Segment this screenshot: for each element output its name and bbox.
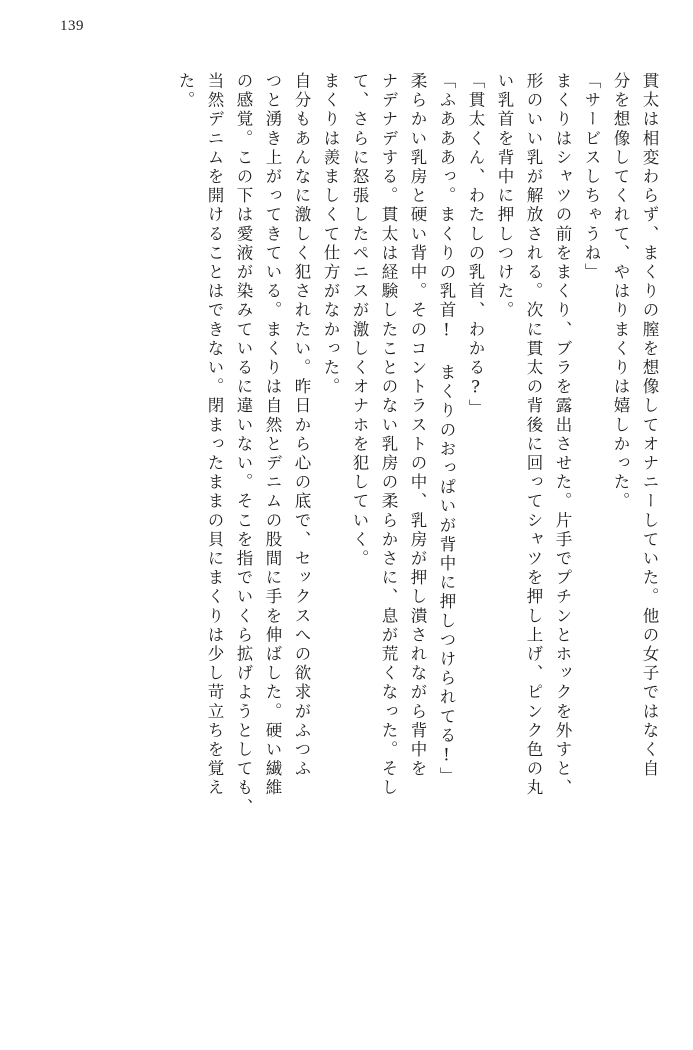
text-line: い乳首を背中に押しつけた。 xyxy=(495,72,514,321)
text-line: 「貫太くん、わたしの乳首、わかる?」 xyxy=(466,72,485,419)
text-line: た。 xyxy=(176,72,195,111)
text-line: 「サービスしちゃうね」 xyxy=(582,72,601,283)
text-line: て、さらに怒張したペニスが激しくオナホを犯していく。 xyxy=(350,72,369,569)
text-line: 「ふあああっ。まくりの乳首! まくりのおっぱいが背中に押しつけられてる!」 xyxy=(437,72,456,787)
text-line: まくりはシャツの前をまくり、ブラを露出させた。片手でプチンとホックを外すと、 xyxy=(553,72,572,798)
text-line: まくりは羨ましくて仕方がなかった。 xyxy=(321,72,340,397)
text-line: 貫太は相変わらず、まくりの膣を想像してオナニーしていた。他の女子ではなく自 xyxy=(640,72,659,779)
page-number: 139 xyxy=(60,18,84,34)
text-line: つと湧き上がってきている。まくりは自然とデニムの股間に手を伸ばした。硬い繊維 xyxy=(263,72,282,798)
text-line: 当然デニムを開けることはできない。閉まったままの貝にまくりは少し苛立ちを覚え xyxy=(205,72,224,798)
text-line: 分を想像してくれて、やはりまくりは嬉しかった。 xyxy=(611,72,630,512)
vertical-text-body xyxy=(28,72,657,1022)
text-line: 柔らかい乳房と硬い背中。そのコントラストの中、乳房が押し潰されながら背中を xyxy=(408,72,427,779)
text-line: 形のいい乳が解放される。次に貫太の背後に回ってシャツを押し上げ、ピンク色の丸 xyxy=(524,72,543,798)
text-line: 自分もあんなに激しく犯されたい。昨日から心の底で、セックスへの欲求がふつふ xyxy=(292,72,311,779)
text-line: ナデナデする。貫太は経験したことのない乳房の柔らかさに、息が荒くなった。そし xyxy=(379,72,398,798)
text-line: の感覚。この下は愛液が染みているに違いない。そこを指でいくら拡げようとしても、 xyxy=(234,72,253,817)
